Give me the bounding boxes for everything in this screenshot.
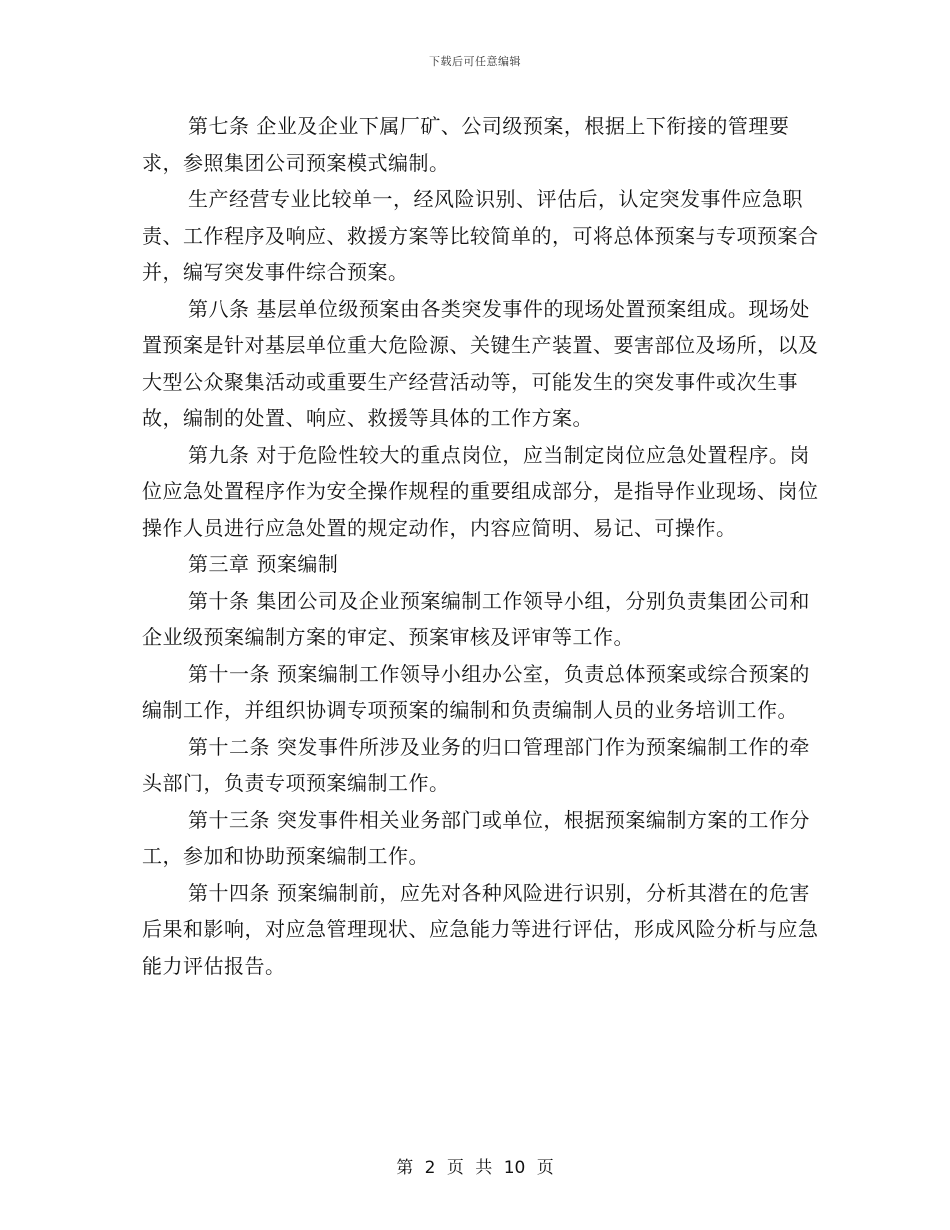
paragraph-article-10: 第十条 集团公司及企业预案编制工作领导小组，分别负责集团公司和企业级预案编制方案的审定、预案审核及评审等工作。 bbox=[142, 588, 810, 649]
paragraph-article-13: 第十三条 突发事件相关业务部门或单位，根据预案编制方案的工作分工，参加和协助预案编制工作。 bbox=[142, 807, 810, 868]
paragraph-article-11: 第十一条 预案编制工作领导小组办公室，负责总体预案或综合预案的编制工作，并组织协调专项预案的编制和负责编制人员的业务培训工作。 bbox=[142, 661, 810, 722]
paragraph-combined-plan: 生产经营专业比较单一，经风险识别、评估后，认定突发事件应急职责、工作程序及响应、救援方案等比较简单的，可将总体预案与专项预案合并，编写突发事件综合预案。 bbox=[142, 187, 819, 284]
document-body bbox=[142, 108, 822, 984]
paragraph-article-7: 第七条 企业及企业下属厂矿、公司级预案，根据上下衔接的管理要求，参照集团公司预案模式编制。 bbox=[142, 114, 790, 175]
paragraph-article-12: 第十二条 突发事件所涉及业务的归口管理部门作为预案编制工作的牵头部门，负责专项预案编制工作。 bbox=[142, 734, 810, 795]
paragraph-article-9: 第九条 对于危险性较大的重点岗位，应当制定岗位应急处置程序。岗位应急处置程序作为安全操作规程的重要组成部分，是指导作业现场、岗位操作人员进行应急处置的规定动作，内容应简明、易记、可操作。 bbox=[142, 442, 819, 540]
page-number-footer: 第 2 页 共 10 页 bbox=[396, 1158, 554, 1178]
paragraph-article-14: 第十四条 预案编制前，应先对各种风险进行识别，分析其潜在的危害后果和影响，对应急管理现状、应急能力等进行评估，形成风险分析与应急能力评估报告。 bbox=[142, 880, 819, 978]
paragraph-article-8: 第八条 基层单位级预案由各类突发事件的现场处置预案组成。现场处置预案是针对基层单位重大危险源、关键生产装置、要害部位及场所，以及大型公众聚集活动或重要生产经营活动等，可能发生的突发事件或次生事故，编制的处置、响应、救援等具体的工作方案。 bbox=[142, 296, 819, 430]
page-header: 下载后可任意编辑 bbox=[429, 55, 521, 68]
chapter-heading: 第三章 预案编制 bbox=[188, 552, 339, 576]
